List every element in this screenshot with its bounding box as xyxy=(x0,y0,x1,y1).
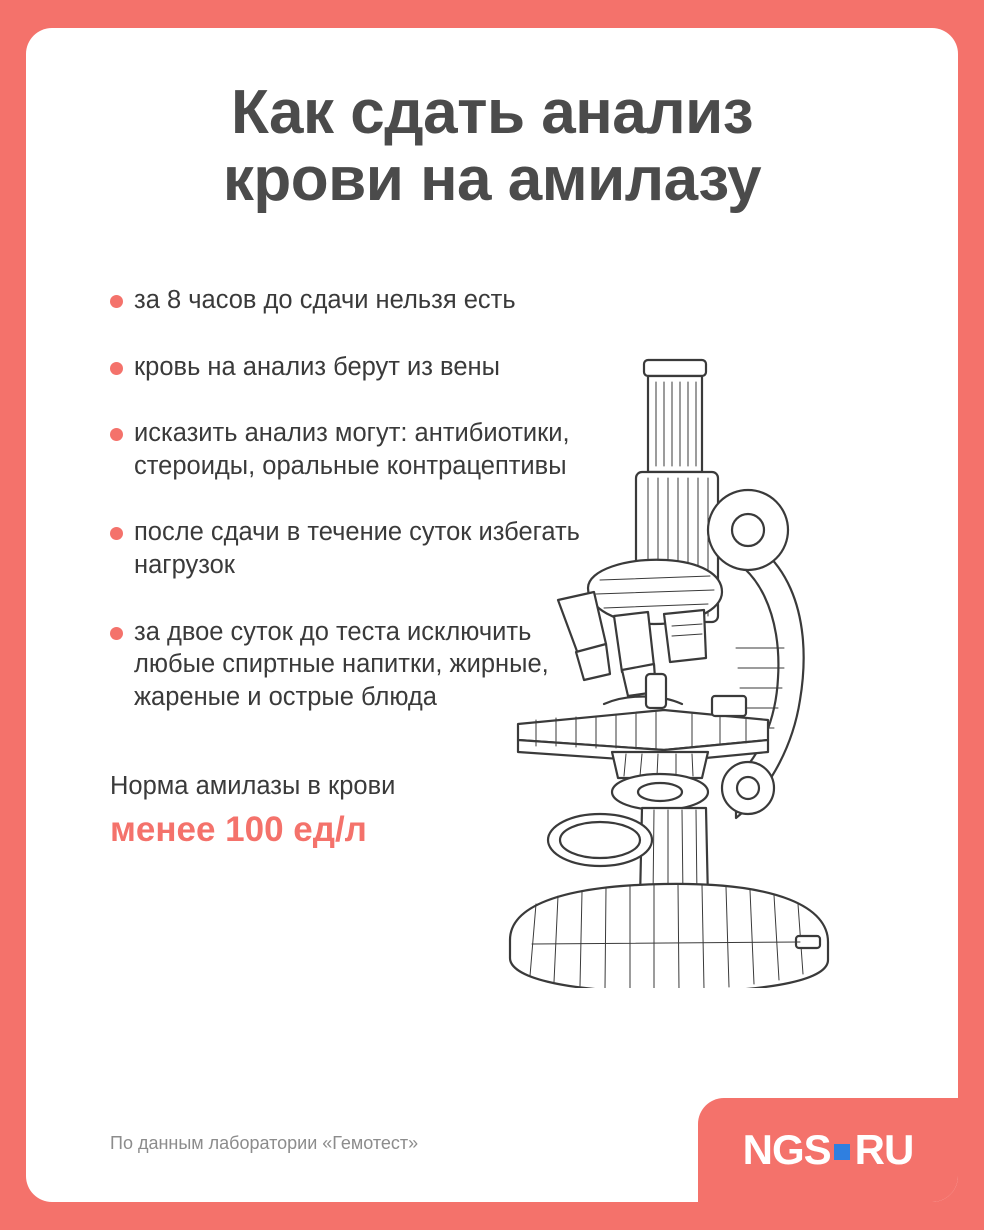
poster-card xyxy=(26,28,958,1202)
list-item-label: после сдачи в течение суток избегать нагрузок xyxy=(134,518,580,580)
logo-main: NGS xyxy=(742,1126,831,1173)
list-item-label: кровь на анализ берут из вены xyxy=(134,352,500,381)
bullet-dot-icon xyxy=(110,362,123,375)
list-item xyxy=(110,417,586,482)
list-item-label: за двое суток до теста исключить любые спиртные напитки, жирные, жареные и острые блюда xyxy=(134,617,549,711)
logo-ngs[interactable] xyxy=(698,1098,958,1202)
list-item xyxy=(110,284,586,317)
bullet-list xyxy=(26,214,586,714)
page-title xyxy=(26,28,958,214)
page-title-line-1: Как сдать анализ xyxy=(230,78,754,147)
bullet-dot-icon xyxy=(110,428,123,441)
bullet-dot-icon xyxy=(110,627,123,640)
norm-block xyxy=(26,748,586,853)
bullet-dot-icon xyxy=(110,295,123,308)
logo-suffix: RU xyxy=(854,1126,914,1173)
norm-label: Норма амилазы в крови xyxy=(110,771,396,800)
page-title-line-2: крови на амилазу xyxy=(222,144,762,214)
list-item-label: за 8 часов до сдачи нельзя есть xyxy=(134,285,516,314)
bullet-dot-icon xyxy=(110,527,123,540)
list-item-label: исказить анализ могут: антибиотики, стероиды, оральные контрацептивы xyxy=(134,419,570,480)
logo-text xyxy=(743,1126,914,1174)
norm-value: менее 100 ед/л xyxy=(110,809,367,849)
list-item xyxy=(110,616,586,714)
logo-dot-icon xyxy=(834,1144,850,1160)
source-note: По данным лаборатории «Гемотест» xyxy=(110,1133,419,1153)
list-item xyxy=(110,351,586,384)
list-item xyxy=(110,516,586,581)
